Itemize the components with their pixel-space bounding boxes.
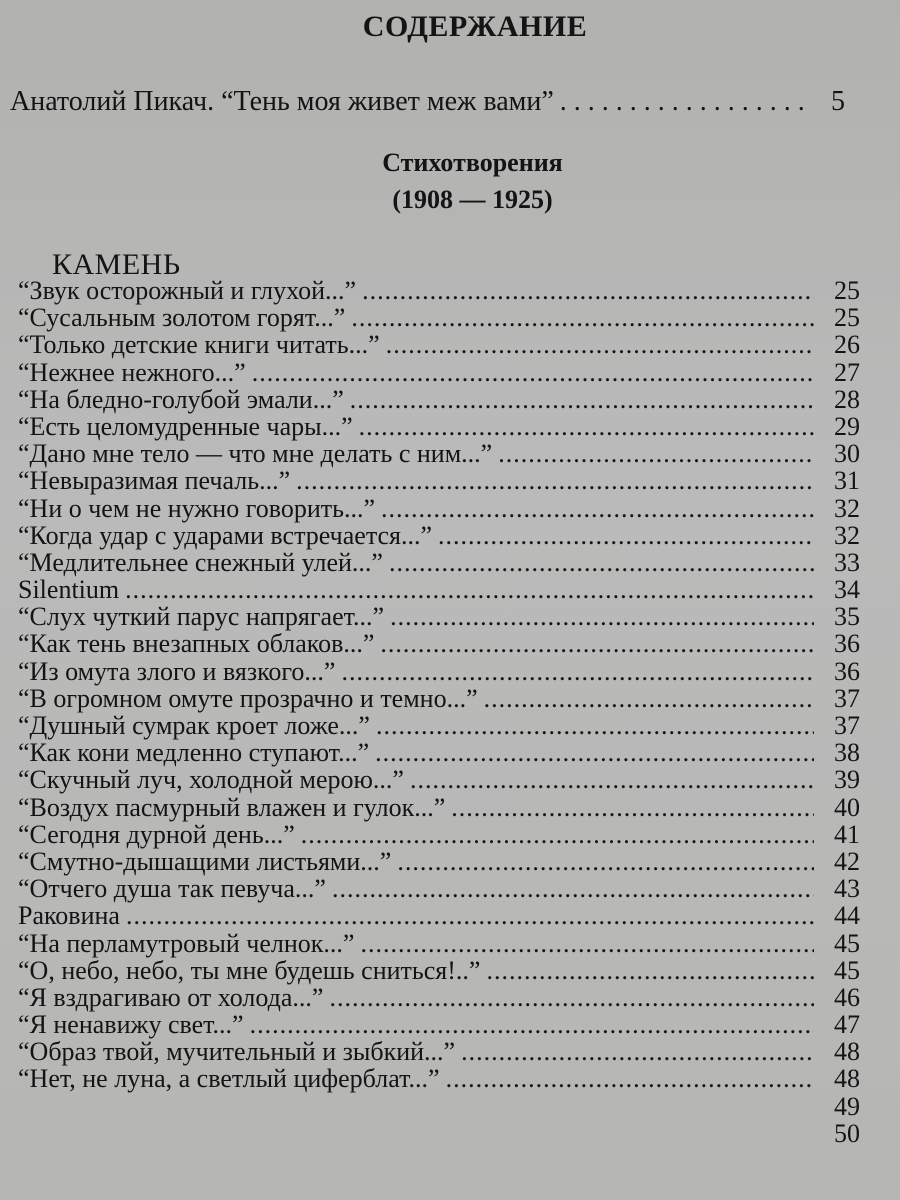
toc-entry — [18, 304, 860, 331]
leader-dots — [461, 1038, 814, 1065]
toc-entry-page: 30 — [834, 439, 860, 469]
toc-entry-title: “В огромном омуте прозрачно и темно...” — [18, 683, 478, 713]
toc-entry-page: 47 — [834, 1010, 860, 1040]
section-title: КАМЕНЬ — [52, 248, 181, 281]
toc-entry-title: “Образ твой, мучительный и зыбкий...” — [18, 1037, 456, 1067]
toc-entry — [18, 413, 860, 440]
toc-entry-title: “Звук осторожный и глухой...” — [18, 276, 357, 305]
toc-entry-page: 48 — [834, 1037, 860, 1067]
leader-dots — [389, 549, 814, 576]
toc-entry — [18, 658, 860, 685]
toc-entry-page: 29 — [834, 411, 860, 441]
toc-entry-title: “Смутно-дышащими листьями...” — [18, 846, 392, 876]
leader-dots — [126, 902, 814, 929]
toc-entry-page: 50 — [834, 1118, 860, 1148]
toc-entry-page: 40 — [834, 792, 860, 822]
leader-dots — [486, 957, 814, 984]
toc-entry-page: 36 — [834, 629, 860, 659]
toc-entry-page: 45 — [834, 955, 860, 985]
toc-entry-title: “Я вздрагиваю от холода...” — [18, 982, 324, 1012]
toc-entry-page: 43 — [834, 874, 860, 904]
toc-entry — [18, 467, 860, 494]
toc-entry — [18, 576, 860, 603]
toc-entry-title: “Нежнее нежного...” — [18, 357, 246, 387]
toc-entry-page: 41 — [834, 819, 860, 849]
subheading-years: (1908 — 1925) — [392, 185, 553, 214]
toc-entry — [18, 440, 860, 467]
toc-entry — [18, 902, 860, 929]
leader-dots — [301, 821, 814, 848]
toc-entry-page: 39 — [834, 765, 860, 795]
toc-entry-title: “Как тень внезапных облаков...” — [18, 629, 375, 659]
toc-entry-page: 26 — [834, 330, 860, 360]
leader-dots — [329, 984, 814, 1011]
toc-entry — [18, 277, 860, 304]
intro-page: 5 — [831, 86, 845, 117]
leader-dots — [410, 766, 814, 793]
toc-entry-title: “Воздух пасмурный влажен и гулок...” — [18, 792, 446, 822]
toc-entry — [18, 1038, 860, 1065]
toc-entry-title: “Отчего душа так певуча...” — [18, 874, 326, 904]
toc-entry-title: “Когда удар с ударами встречается...” — [18, 520, 433, 550]
toc-list — [18, 277, 860, 1147]
toc-entry-page: 28 — [834, 384, 860, 414]
toc-entry-title: Silentium — [18, 575, 120, 605]
toc-entry-title: “На бледно-голубой эмали...” — [18, 384, 344, 414]
toc-entry-page: 42 — [834, 846, 860, 876]
toc-entry — [18, 739, 860, 766]
toc-entry-page: 37 — [834, 711, 860, 740]
toc-entry-title: “Ни о чем не нужно говорить...” — [18, 493, 375, 523]
toc-entry — [18, 603, 860, 630]
leader-dots — [332, 875, 814, 902]
toc-entry — [18, 766, 860, 793]
toc-entry — [18, 930, 860, 957]
leader-dots — [390, 603, 814, 630]
toc-entry-page: 35 — [834, 602, 860, 632]
toc-entry-page: 32 — [834, 520, 860, 550]
leader-dots — [350, 386, 814, 413]
toc-entry — [18, 549, 860, 576]
leader-dots — [250, 1011, 814, 1038]
toc-entry — [18, 848, 860, 875]
toc-entry-title: “Из омута злого и вязкого...” — [18, 656, 336, 686]
leader-dots — [381, 495, 814, 522]
toc-entry-page: 31 — [834, 466, 860, 496]
toc-entry-title: Раковина — [18, 901, 120, 931]
toc-entry — [18, 630, 860, 657]
toc-entry-page: 49 — [834, 1091, 860, 1121]
toc-entry-page: 37 — [834, 683, 860, 713]
toc-entry-title: “Невыразимая печаль...” — [18, 466, 291, 496]
leader-dots — [125, 576, 814, 603]
toc-entry — [18, 712, 860, 739]
toc-entry — [18, 957, 860, 984]
toc-entry — [18, 522, 860, 549]
toc-entry — [18, 821, 860, 848]
leader-dots — [451, 794, 814, 821]
toc-entry — [18, 1093, 860, 1120]
leader-dots — [362, 277, 814, 304]
toc-entry — [18, 1120, 860, 1147]
leader-dots — [438, 522, 814, 549]
toc-entry-title: “Есть целомудренные чары...” — [18, 411, 353, 441]
leader-dots — [380, 630, 814, 657]
leader-dots — [560, 86, 805, 118]
toc-entry-title: “Нет, не луна, а светлый циферблат...” — [18, 1064, 440, 1094]
toc-entry-page: 32 — [834, 493, 860, 523]
toc-entry-title: “Дано мне тело — что мне делать с ним...” — [18, 439, 493, 469]
toc-entry-page: 38 — [834, 738, 860, 768]
toc-entry — [18, 685, 860, 712]
toc-entry-page: 34 — [834, 575, 860, 605]
leader-dots — [376, 712, 814, 739]
toc-entry — [18, 1011, 860, 1038]
toc-entry-title: “Скучный луч, холодной мерою...” — [18, 765, 404, 795]
leader-dots — [296, 467, 814, 494]
toc-entry-title: “Я ненавижу свет...” — [18, 1010, 244, 1040]
toc-entry — [18, 331, 860, 358]
toc-entry-title: “О, небо, небо, ты мне будешь сниться!..” — [18, 955, 481, 985]
leader-dots — [397, 848, 814, 875]
toc-entry-title: “Душный сумрак кроет ложе...” — [18, 711, 370, 740]
toc-entry-title: “Медлительнее снежный улей...” — [18, 547, 383, 577]
toc-entry-title: “Сусальным золотом горят...” — [18, 303, 346, 333]
toc-entry-title: “На перламутровый челнок...” — [18, 928, 355, 958]
leader-dots — [351, 304, 814, 331]
toc-entry-title: “Сегодня дурной день...” — [18, 819, 295, 849]
intro-entry — [10, 86, 845, 118]
leader-dots — [341, 658, 814, 685]
toc-entry-title: “Только детские книги читать...” — [18, 330, 380, 360]
toc-entry-page: 44 — [834, 901, 860, 931]
subheading-poems: Стихотворения — [382, 148, 563, 177]
toc-entry — [18, 1065, 860, 1092]
toc-entry-page: 25 — [834, 303, 860, 333]
leader-dots — [252, 359, 814, 386]
leader-dots — [386, 331, 814, 358]
contents-heading: СОДЕРЖАНИЕ — [362, 10, 588, 43]
leader-dots — [359, 413, 814, 440]
leader-dots — [484, 685, 814, 712]
leader-dots — [446, 1065, 814, 1092]
toc-entry-page: 46 — [834, 982, 860, 1012]
toc-entry — [18, 875, 860, 902]
intro-title: Анатолий Пикач. “Тень моя живет меж вами” — [10, 86, 554, 117]
toc-entry-title: “Слух чуткий парус напрягает...” — [18, 602, 385, 632]
leader-dots — [375, 739, 814, 766]
toc-entry-page: 45 — [834, 928, 860, 958]
toc-entry-title: “Как кони медленно ступают...” — [18, 738, 370, 768]
toc-entry — [18, 794, 860, 821]
toc-entry-page: 25 — [834, 276, 860, 305]
leader-dots — [360, 930, 814, 957]
toc-entry-page: 33 — [834, 547, 860, 577]
leader-dots — [498, 440, 814, 467]
toc-entry-page: 27 — [834, 357, 860, 387]
toc-entry — [18, 386, 860, 413]
toc-entry — [18, 984, 860, 1011]
toc-entry-page: 36 — [834, 656, 860, 686]
toc-entry — [18, 359, 860, 386]
toc-entry — [18, 495, 860, 522]
toc-entry-page: 48 — [834, 1064, 860, 1094]
